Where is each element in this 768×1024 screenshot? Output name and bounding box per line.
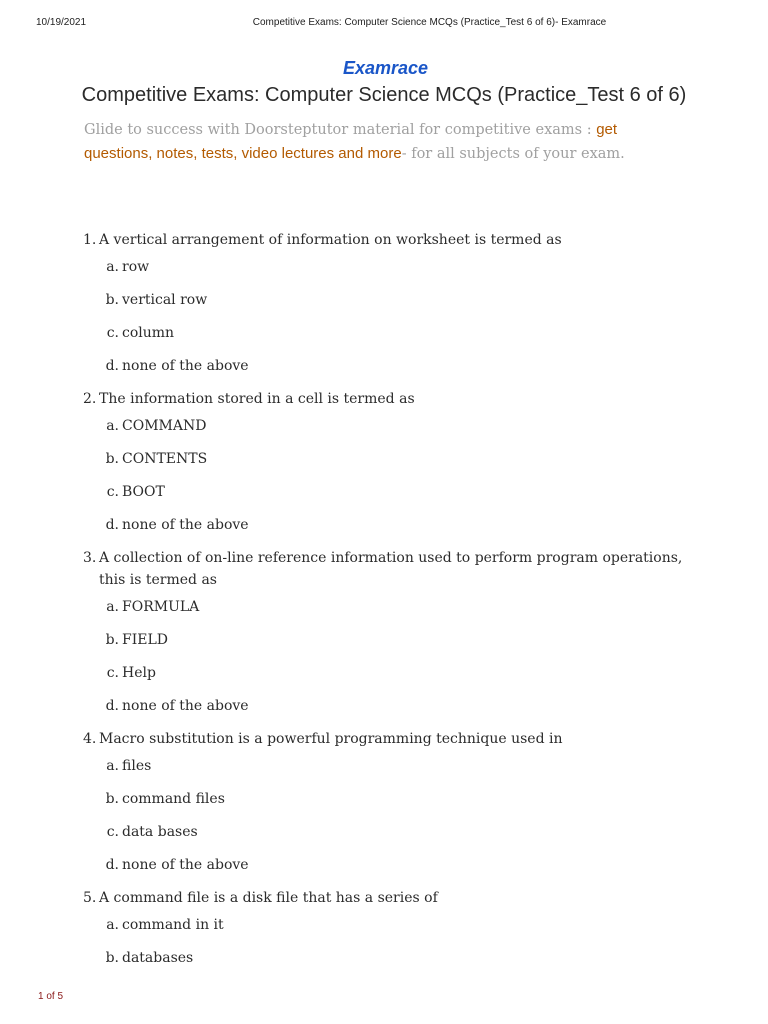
option-letter: c. xyxy=(106,325,119,341)
option-item xyxy=(0,289,768,322)
question-number: 2. xyxy=(83,391,97,407)
option-item xyxy=(0,854,768,887)
option-text: FIELD xyxy=(122,632,168,648)
question-text xyxy=(0,887,768,909)
option-item xyxy=(0,662,768,695)
option-text: none of the above xyxy=(122,857,249,873)
question-label: A command file is a disk file that has a series of xyxy=(99,890,438,906)
question-text xyxy=(0,388,768,410)
question-label: The information stored in a cell is termed as xyxy=(99,391,415,407)
option-item xyxy=(0,821,768,854)
option-letter: b. xyxy=(105,451,119,467)
option-item xyxy=(0,481,768,514)
option-letter: c. xyxy=(106,824,119,840)
question-list xyxy=(0,229,768,980)
question-item xyxy=(0,887,768,980)
option-item xyxy=(0,695,768,728)
option-letter: a. xyxy=(106,418,119,434)
option-list xyxy=(0,750,768,887)
question-number: 5. xyxy=(83,890,97,906)
option-text: command files xyxy=(122,791,225,807)
question-label: Macro substitution is a powerful programming technique used in xyxy=(99,731,563,747)
question-item xyxy=(0,728,768,887)
option-letter: b. xyxy=(105,632,119,648)
option-text: command in it xyxy=(122,917,224,933)
intro-text-before: Glide to success with Doorsteptutor material for competitive exams : xyxy=(84,122,597,138)
option-letter: a. xyxy=(106,917,119,933)
option-letter: b. xyxy=(105,791,119,807)
option-text: row xyxy=(122,259,150,275)
option-text: files xyxy=(122,758,152,774)
print-header xyxy=(0,17,768,31)
option-item xyxy=(0,629,768,662)
option-list xyxy=(0,410,768,547)
option-text: column xyxy=(122,325,175,341)
question-label: A vertical arrangement of information on worksheet is termed as xyxy=(99,232,562,248)
option-item xyxy=(0,355,768,388)
option-text: none of the above xyxy=(122,698,249,714)
question-number: 3. xyxy=(83,550,97,566)
option-item xyxy=(0,755,768,788)
site-name-link[interactable]: Examrace xyxy=(342,58,429,78)
option-text: Help xyxy=(122,665,156,681)
option-item xyxy=(0,596,768,629)
option-text: none of the above xyxy=(122,517,249,533)
option-text: FORMULA xyxy=(122,599,200,615)
option-text: CONTENTS xyxy=(122,451,208,467)
question-text xyxy=(0,229,768,251)
option-list xyxy=(0,591,768,728)
option-letter: a. xyxy=(106,758,119,774)
intro-link[interactable]: get questions, notes, tests, video lectures and more xyxy=(84,121,618,162)
option-letter: b. xyxy=(105,950,119,966)
option-letter: d. xyxy=(105,698,119,714)
option-item xyxy=(0,914,768,947)
option-text: databases xyxy=(122,950,194,966)
option-text: COMMAND xyxy=(122,418,207,434)
option-item xyxy=(0,788,768,821)
question-text xyxy=(0,547,768,591)
print-title: Competitive Exams: Computer Science MCQs (Practice_Test 6 of 6)- Examrace xyxy=(252,17,607,28)
option-text: vertical row xyxy=(122,292,208,308)
option-letter: d. xyxy=(105,358,119,374)
option-letter: c. xyxy=(106,665,119,681)
question-label: A collection of on-line reference information used to perform program operations, this is termed as xyxy=(99,550,683,588)
option-text: BOOT xyxy=(122,484,165,500)
option-list xyxy=(0,251,768,388)
option-item xyxy=(0,256,768,289)
question-item xyxy=(0,229,768,388)
question-item xyxy=(0,547,768,728)
option-item xyxy=(0,514,768,547)
option-letter: c. xyxy=(106,484,119,500)
question-number: 1. xyxy=(83,232,97,248)
option-item xyxy=(0,947,768,980)
option-item xyxy=(0,415,768,448)
intro-text-after: - for all subjects of your exam. xyxy=(401,146,625,162)
question-item xyxy=(0,388,768,547)
option-text: data bases xyxy=(122,824,198,840)
print-date: 10/19/2021 xyxy=(36,17,87,28)
option-text: none of the above xyxy=(122,358,249,374)
question-text xyxy=(0,728,768,750)
intro-paragraph xyxy=(84,118,684,166)
option-item xyxy=(0,322,768,355)
option-letter: a. xyxy=(106,259,119,275)
page-indicator: 1 of 5 xyxy=(38,991,64,1002)
option-list xyxy=(0,909,768,980)
option-letter: a. xyxy=(106,599,119,615)
option-item xyxy=(0,448,768,481)
question-number: 4. xyxy=(83,731,97,747)
option-letter: d. xyxy=(105,857,119,873)
option-letter: d. xyxy=(105,517,119,533)
page-title: Competitive Exams: Computer Science MCQs (Practice_Test 6 of 6) xyxy=(81,84,687,106)
option-letter: b. xyxy=(105,292,119,308)
